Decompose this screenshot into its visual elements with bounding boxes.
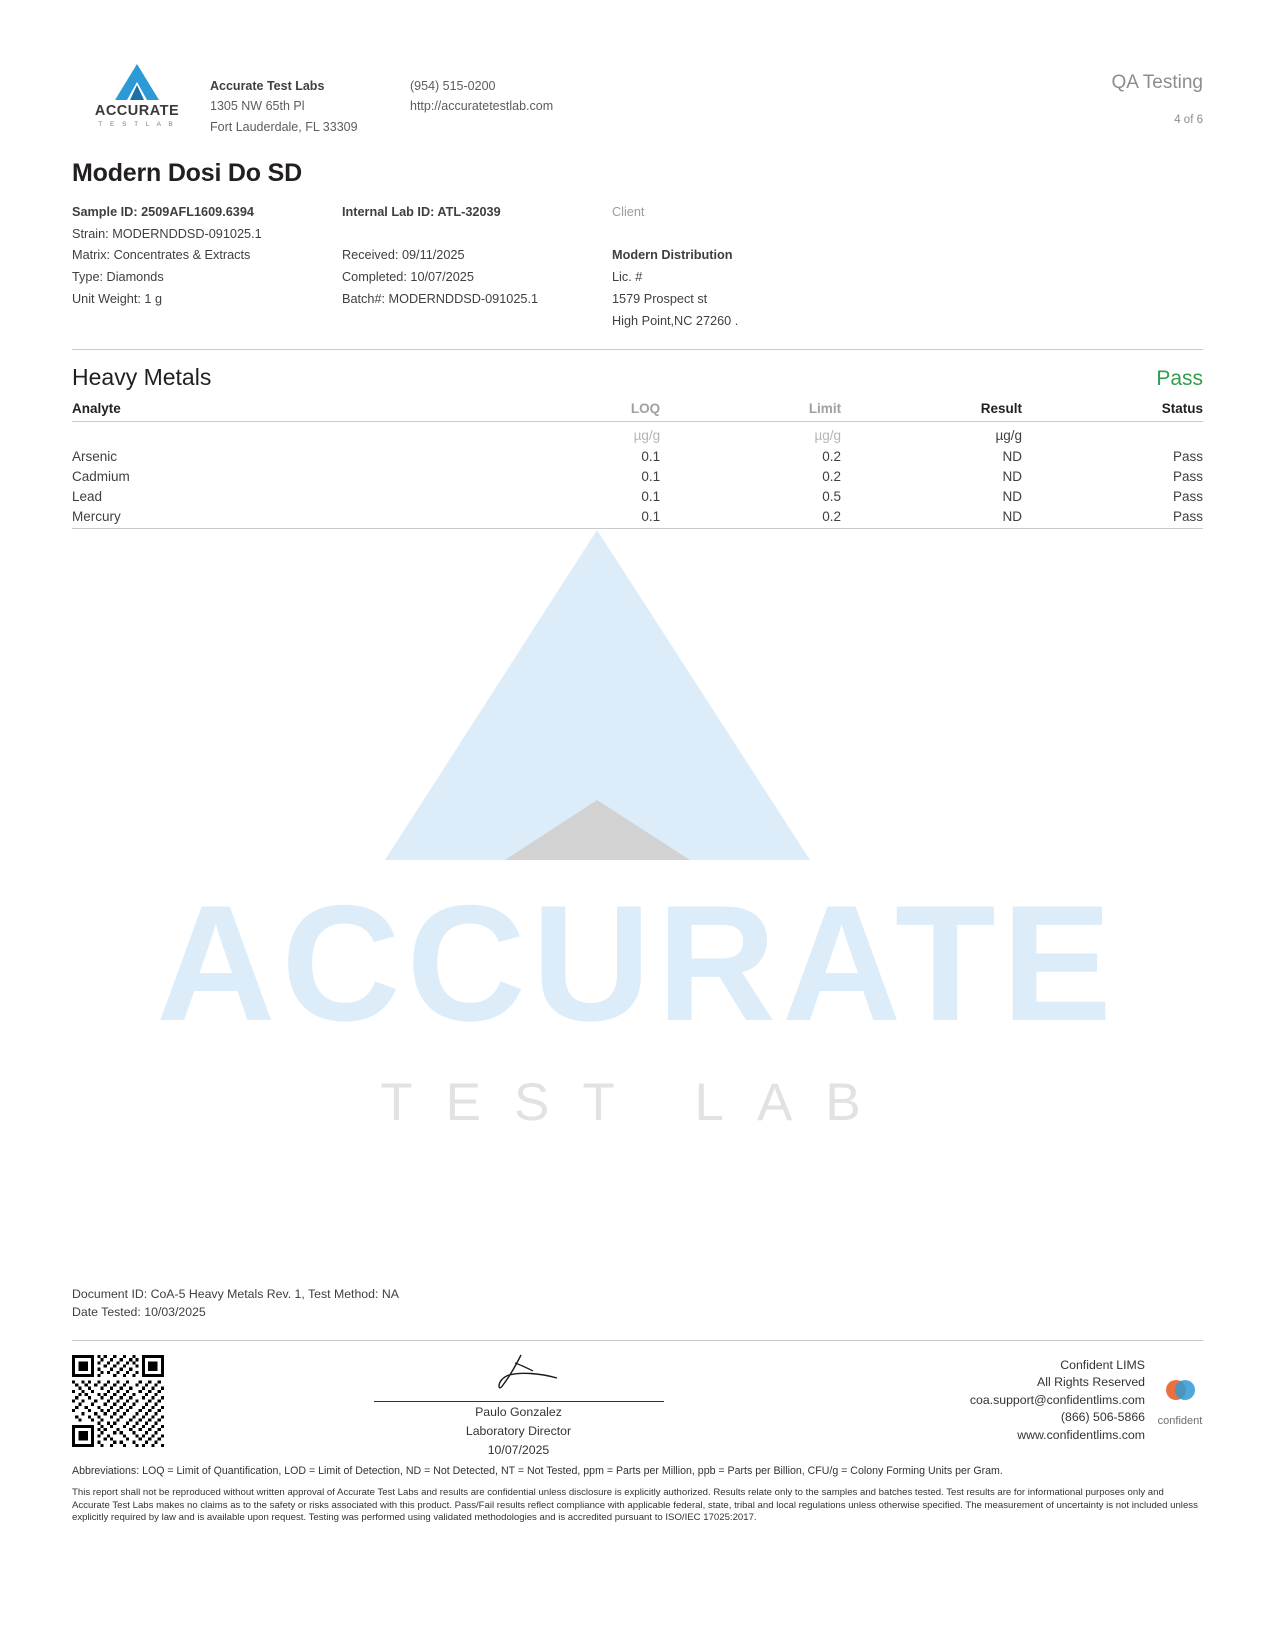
lab-street: 1305 NW 65th Pl [210,99,305,114]
client-license: Lic. # [612,270,643,285]
analyte-loq: 0.1 [641,449,661,465]
units-limit: µg/g [814,427,842,443]
confident-wordmark: confident [1157,1415,1203,1428]
signer-role: Laboratory Director [465,1423,572,1438]
analyte-loq: 0.1 [641,469,661,485]
analyte-name: Arsenic [72,449,118,465]
header-result: Result [841,401,1022,422]
page-footer [72,1340,1203,1525]
units-blank-status [1022,421,1203,447]
sample-info-column-1 [72,202,342,333]
sample-info-column-3 [612,202,1203,333]
internal-lab-id: Internal Lab ID: ATL-32039 [342,204,501,219]
section-status-badge: Pass [1156,366,1203,390]
document-id: Document ID: CoA-5 Heavy Metals Rev. 1, Test Method: NA [72,1287,399,1301]
triangle-logo-icon [72,62,202,102]
analyte-name: Mercury [72,507,479,529]
header-status: Status [1022,401,1203,422]
header-analyte: Analyte [72,401,479,422]
confident-email[interactable]: coa.support@confidentlims.com [969,1392,1145,1407]
page-title: Modern Dosi Do SD [72,158,302,187]
section-title: Heavy Metals [72,363,212,390]
header-loq: LOQ [479,401,660,422]
completed-date: Completed: 10/07/2025 [342,270,474,285]
client-label: Client [612,204,645,219]
spacer [342,224,612,246]
confident-phone: (866) 506-5866 [1060,1410,1145,1425]
signature-image [429,1351,609,1395]
confident-logo [1157,1355,1203,1430]
lab-logo [72,62,202,128]
client-address-1: 1579 Prospect st [612,292,708,307]
batch-number: Batch#: MODERNDDSD-091025.1 [342,292,539,307]
analyte-limit: 0.2 [822,449,842,465]
table-row [72,447,1203,467]
analyte-result: ND [1002,449,1023,465]
analyte-loq: 0.1 [641,489,661,505]
lab-phone: (954) 515-0200 [410,79,496,93]
analyte-table [72,401,1203,530]
sample-info-column-2 [342,202,612,333]
lab-city: Fort Lauderdale, FL 33309 [210,119,358,134]
client-address-2: High Point,NC 27260 . [612,313,739,328]
confident-line-2: All Rights Reserved [1037,1375,1145,1390]
units-loq: µg/g [633,427,661,443]
signature-block [164,1355,873,1459]
table-header-row [72,401,1203,422]
svg-text:ACCURATE: ACCURATE [156,871,1118,1055]
page-header [72,0,1203,137]
analyte-status: Pass [1172,469,1203,485]
analyte-result: ND [1002,489,1023,505]
spacer [612,224,1203,246]
analyte-status: Pass [1022,507,1203,529]
analyte-loq: 0.1 [479,507,660,529]
table-units-row [72,421,1203,447]
disclaimer-text: This report shall not be reproduced without written approval of Accurate Test Labs and results are confidential unless disclosure is explicitly authorized. Results relate only to the samples and batches tested. Test results are for informational purposes only and Accurate Test Labs makes no claims as to the safety or risks associated with this product. Pass/Fail results reflect compliance with applicable federal, state, tribal and local regulations unless otherwise specified. The measurement of uncertainty is not included unless explicitly required by law and is available upon request. Testing was performed using validated methodologies and is accredited pursuant to ISO/IEC 17025:2017. [72,1486,1198,1524]
svg-text:TEST LAB: TEST LAB [380,1073,894,1132]
watermark [0,500,1275,1180]
section-header [72,364,1203,391]
qr-code[interactable] [72,1355,164,1452]
page-number: 4 of 6 [1174,114,1203,126]
lab-website[interactable]: http://accuratetestlab.com [410,99,554,114]
analyte-name: Lead [72,489,103,505]
divider [72,349,1203,350]
signer-name: Paulo Gonzalez [475,1405,562,1419]
logo-subtext: T E S T L A B [98,121,176,128]
client-name: Modern Distribution [612,248,733,263]
analyte-status: Pass [1172,489,1203,505]
sample-id: Sample ID: 2509AFL1609.6394 [72,204,254,219]
abbreviations-text: Abbreviations: LOQ = Limit of Quantification, LOD = Limit of Detection, ND = Not Detected, NT = Not Tested, ppm = Parts per Million, ppb = Parts per Billion, CFU/g = Colony Forming Units per Gram. [72,1464,1003,1477]
units-blank [72,421,479,447]
analyte-result: ND [1002,469,1023,485]
analyte-name: Cadmium [72,469,130,485]
signature-line [374,1401,664,1402]
received-date: Received: 09/11/2025 [342,248,465,263]
type: Type: Diamonds [72,270,164,285]
confident-website[interactable]: www.confidentlims.com [1017,1427,1145,1442]
table-row [72,467,1203,487]
signature-date: 10/07/2025 [487,1442,550,1457]
date-tested: Date Tested: 10/03/2025 [72,1304,206,1319]
analyte-limit: 0.2 [660,507,841,529]
sample-info [72,202,1203,333]
table-row [72,487,1203,507]
units-result: µg/g [995,427,1023,443]
unit-weight: Unit Weight: 1 g [72,292,163,307]
lab-address [210,62,410,137]
logo-wordmark: ACCURATE [94,103,180,119]
confident-lims-block [873,1355,1203,1444]
analyte-limit: 0.2 [822,469,842,485]
header-limit: Limit [660,401,841,422]
qa-testing-label: QA Testing [1111,72,1203,93]
footer-divider [72,1340,1203,1341]
lab-name: Accurate Test Labs [210,79,325,93]
table-row [72,507,1203,529]
strain: Strain: MODERNDDSD-091025.1 [72,226,262,241]
matrix: Matrix: Concentrates & Extracts [72,248,251,263]
header-right [710,62,1203,126]
analyte-status: Pass [1172,449,1203,465]
confident-line-1: Confident LIMS [1060,1358,1145,1372]
analyte-result: ND [841,507,1022,529]
analyte-limit: 0.5 [822,489,842,505]
document-meta [72,1286,399,1322]
lab-contact [410,62,710,117]
